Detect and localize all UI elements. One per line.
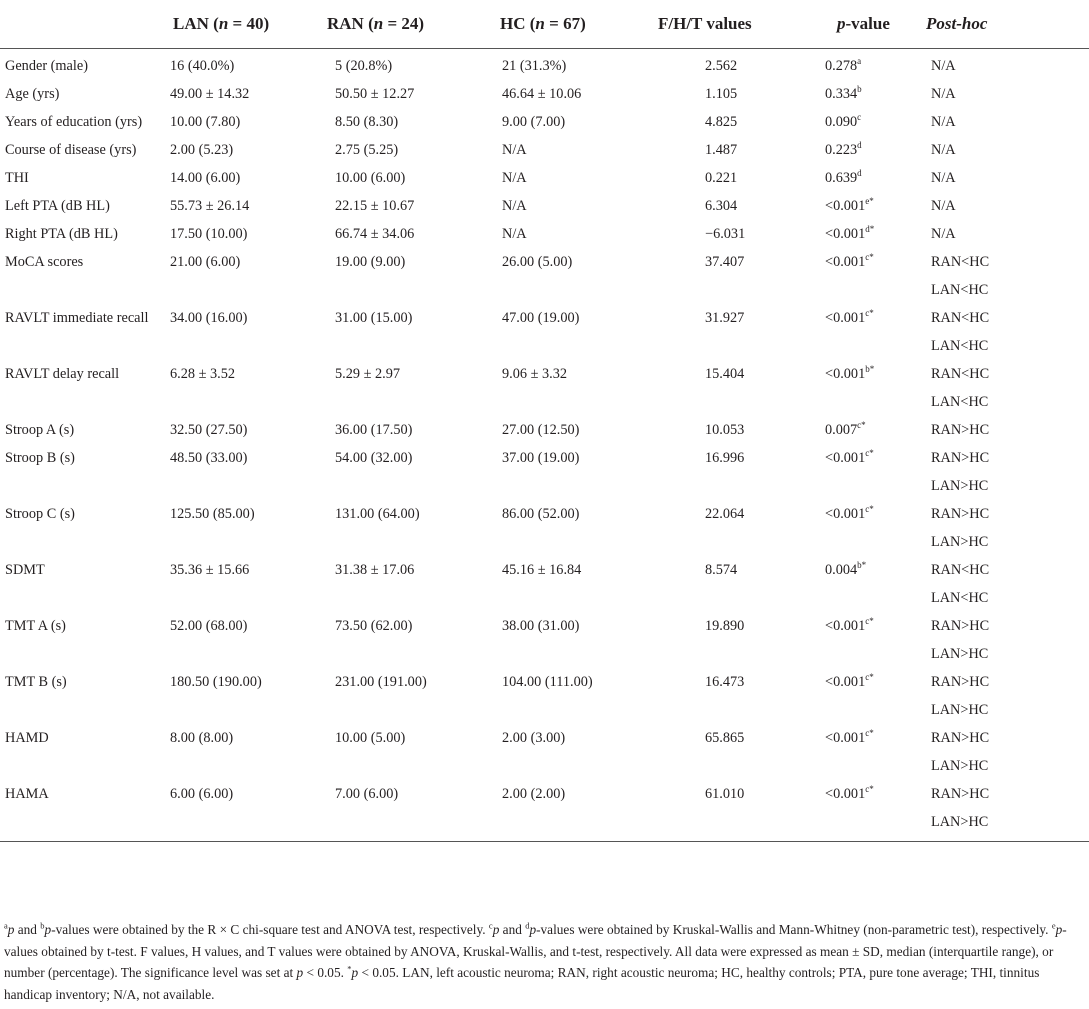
- p-value-text: 0.007: [825, 422, 858, 438]
- p-value-text: <0.001: [825, 450, 866, 466]
- p-value-superscript: c*: [865, 504, 874, 515]
- cell-lan: 49.00 ± 14.32: [170, 86, 250, 102]
- cell-stat: 16.473: [705, 674, 745, 690]
- cell-ran: 5 (20.8%): [335, 58, 393, 74]
- cell-stat: 4.825: [705, 114, 738, 130]
- cell-ran: 19.00 (9.00): [335, 254, 406, 270]
- post-hoc-line: N/A: [931, 142, 956, 158]
- cell-p-value: [780, 220, 916, 248]
- post-hoc-line: N/A: [931, 226, 956, 242]
- cell-ran: 31.38 ± 17.06: [335, 562, 415, 578]
- cell-lan: 6.28 ± 3.52: [170, 366, 236, 382]
- p-value-text: <0.001: [825, 674, 866, 690]
- row-label: Gender (male): [5, 58, 88, 74]
- cell-p-value: [780, 500, 916, 556]
- cell-p-value: [780, 136, 916, 164]
- post-hoc-line: RAN<HC: [931, 310, 990, 326]
- cell-p-value: [780, 49, 916, 81]
- cell-hc: 37.00 (19.00): [502, 450, 580, 466]
- cell-p-value: [780, 304, 916, 360]
- table-row: [0, 360, 1089, 416]
- cell-post-hoc: [916, 80, 1089, 108]
- cell-p-value: [780, 192, 916, 220]
- p-value-superscript: d*: [865, 224, 875, 235]
- post-hoc-line: RAN>HC: [931, 618, 990, 634]
- post-hoc-line: RAN>HC: [931, 674, 990, 690]
- cell-lan: 52.00 (68.00): [170, 618, 248, 634]
- cell-hc: 9.00 (7.00): [502, 114, 566, 130]
- p-value-text: 0.223: [825, 142, 858, 158]
- table-row: [0, 780, 1089, 842]
- cell-post-hoc: [916, 500, 1089, 556]
- cell-hc: 2.00 (2.00): [490, 780, 655, 842]
- post-hoc-line: RAN<HC: [931, 366, 990, 382]
- post-hoc-line: LAN<HC: [931, 338, 989, 354]
- cell-p-value: [780, 164, 916, 192]
- cell-p-value: [780, 80, 916, 108]
- row-label: Stroop C (s): [5, 506, 75, 522]
- p-value-text: <0.001: [825, 618, 866, 634]
- cell-stat: 1.105: [705, 86, 738, 102]
- p-value-text: <0.001: [825, 786, 866, 802]
- table-row: [0, 416, 1089, 444]
- table-header: [0, 0, 1089, 49]
- cell-lan: 6.00 (6.00): [160, 780, 325, 842]
- post-hoc-line: LAN>HC: [931, 646, 989, 662]
- cell-lan: 16 (40.0%): [170, 58, 235, 74]
- p-value-superscript: e*: [865, 196, 874, 207]
- table-row: [0, 164, 1089, 192]
- p-value-text: 0.090: [825, 114, 858, 130]
- p-value-superscript: d: [857, 140, 862, 151]
- post-hoc-line: RAN<HC: [931, 562, 990, 578]
- post-hoc-line: RAN>HC: [931, 422, 990, 438]
- cell-stat: 19.890: [705, 618, 745, 634]
- cell-stat: 1.487: [705, 142, 738, 158]
- cell-hc: N/A: [502, 142, 527, 158]
- table-row: [0, 668, 1089, 724]
- cell-lan: 21.00 (6.00): [170, 254, 241, 270]
- cell-stat: 8.574: [705, 562, 738, 578]
- table-row: [0, 108, 1089, 136]
- p-value-superscript: c*: [865, 784, 874, 795]
- cell-ran: 7.00 (6.00): [325, 780, 490, 842]
- cell-lan: 32.50 (27.50): [170, 422, 248, 438]
- header-row: [0, 0, 1089, 49]
- p-value-text: <0.001: [825, 198, 866, 214]
- table-row: [0, 304, 1089, 360]
- cell-hc: 47.00 (19.00): [502, 310, 580, 326]
- cell-lan: 48.50 (33.00): [170, 450, 248, 466]
- cell-post-hoc: [916, 416, 1089, 444]
- header-hc: HC (n = 67): [490, 0, 655, 49]
- cell-post-hoc: [916, 556, 1089, 612]
- cell-ran: 54.00 (32.00): [335, 450, 413, 466]
- cell-post-hoc: [916, 220, 1089, 248]
- cell-stat: 0.221: [705, 170, 738, 186]
- cell-hc: N/A: [502, 198, 527, 214]
- post-hoc-line: LAN<HC: [931, 282, 989, 298]
- row-label: TMT B (s): [5, 674, 67, 690]
- header-ran: RAN (n = 24): [325, 0, 490, 49]
- cell-hc: 86.00 (52.00): [502, 506, 580, 522]
- post-hoc-line: LAN>HC: [931, 702, 989, 718]
- post-hoc-line: LAN<HC: [931, 590, 989, 606]
- cell-stat: 61.010: [655, 780, 780, 842]
- p-value-text: <0.001: [825, 254, 866, 270]
- post-hoc-line: N/A: [931, 198, 956, 214]
- cell-hc: 104.00 (111.00): [502, 674, 593, 690]
- post-hoc-line: LAN>HC: [931, 758, 989, 774]
- post-hoc-line: RAN<HC: [931, 254, 990, 270]
- table-footnote: $^a$p and $^b$p-values were obtained by the R × C chi-square test and ANOVA test, respectively. $^c$p and $^d$p-values were obtained by Kruskal-Wallis and Mann-Whitney (non-parametric test), respectively. $^e$p-values obtained by t-test. F values, H values, and T values were obtained by ANOVA, Kruskal-Wallis, and t-test, respectively. All data were expressed as mean ± SD, median (interquartile range), or number (percentage). The significance level was set at p < 0.05. *p < 0.05. LAN, left acoustic neuroma; RAN, right acoustic neuroma; HC, healthy controls; PTA, pure tone average; THI, tinnitus handicap inventory; N/A, not available.: [4, 920, 1067, 1002]
- post-hoc-line: LAN>HC: [931, 534, 989, 550]
- table-row: [0, 136, 1089, 164]
- table-row: [0, 444, 1089, 500]
- p-value-superscript: b*: [857, 560, 867, 571]
- cell-lan: 34.00 (16.00): [170, 310, 248, 326]
- post-hoc-line: RAN>HC: [931, 506, 990, 522]
- p-value-superscript: c*: [865, 252, 874, 263]
- table-row: [0, 500, 1089, 556]
- header-variable: [0, 0, 160, 49]
- p-value-superscript: d: [857, 168, 862, 179]
- cell-p-value: [780, 360, 916, 416]
- cell-post-hoc: [916, 248, 1089, 304]
- cell-stat: 22.064: [705, 506, 745, 522]
- cell-stat: 6.304: [705, 198, 738, 214]
- p-value-text: <0.001: [825, 506, 866, 522]
- cell-ran: 5.29 ± 2.97: [335, 366, 401, 382]
- cell-lan: 35.36 ± 15.66: [170, 562, 250, 578]
- p-value-text: <0.001: [825, 730, 866, 746]
- p-value-text: <0.001: [825, 226, 866, 242]
- p-value-superscript: a: [857, 56, 862, 67]
- cell-post-hoc: [916, 724, 1089, 780]
- cell-lan: 180.50 (190.00): [170, 674, 262, 690]
- p-value-text: 0.334: [825, 86, 858, 102]
- post-hoc-line: LAN>HC: [931, 814, 989, 830]
- cell-post-hoc: [916, 136, 1089, 164]
- row-label: Left PTA (dB HL): [5, 198, 110, 214]
- row-label: HAMD: [5, 730, 49, 746]
- cell-stat: 65.865: [705, 730, 745, 746]
- header-p-value: p-value: [780, 0, 916, 49]
- cell-hc: N/A: [502, 226, 527, 242]
- p-value-text: 0.278: [825, 58, 858, 74]
- cell-lan: 55.73 ± 26.14: [170, 198, 250, 214]
- cell-ran: 131.00 (64.00): [335, 506, 420, 522]
- row-label: Age (yrs): [5, 86, 60, 102]
- cell-lan: 8.00 (8.00): [170, 730, 234, 746]
- p-value-superscript: c*: [865, 728, 874, 739]
- post-hoc-line: LAN>HC: [931, 478, 989, 494]
- table-row: [0, 248, 1089, 304]
- cell-stat: 31.927: [705, 310, 745, 326]
- cell-ran: 10.00 (5.00): [335, 730, 406, 746]
- table-row: [0, 80, 1089, 108]
- cell-stat: 2.562: [705, 58, 738, 74]
- post-hoc-line: LAN<HC: [931, 394, 989, 410]
- cell-hc: 2.00 (3.00): [502, 730, 566, 746]
- cell-p-value: [780, 724, 916, 780]
- cell-hc: 45.16 ± 16.84: [502, 562, 582, 578]
- p-value-superscript: c*: [865, 672, 874, 683]
- post-hoc-line: RAN>HC: [931, 730, 990, 746]
- p-value-text: 0.004: [825, 562, 858, 578]
- cell-lan: 10.00 (7.80): [170, 114, 241, 130]
- table-row: [0, 612, 1089, 668]
- cell-lan: 17.50 (10.00): [170, 226, 248, 242]
- cell-ran: 36.00 (17.50): [335, 422, 413, 438]
- p-value-text: 0.639: [825, 170, 858, 186]
- table-body: [0, 49, 1089, 842]
- cell-post-hoc: [916, 49, 1089, 81]
- cell-post-hoc: [916, 612, 1089, 668]
- cell-ran: 8.50 (8.30): [335, 114, 399, 130]
- cell-stat: 15.404: [705, 366, 745, 382]
- cell-hc: 46.64 ± 10.06: [502, 86, 582, 102]
- post-hoc-line: N/A: [931, 114, 956, 130]
- cell-stat: 16.996: [705, 450, 745, 466]
- cell-p-value: [780, 612, 916, 668]
- p-value-superscript: c*: [865, 616, 874, 627]
- post-hoc-line: N/A: [931, 86, 956, 102]
- row-label: HAMA: [0, 780, 160, 842]
- cell-lan: 125.50 (85.00): [170, 506, 255, 522]
- cell-post-hoc: [916, 108, 1089, 136]
- post-hoc-line: N/A: [931, 170, 956, 186]
- row-label: Course of disease (yrs): [5, 142, 137, 158]
- cell-post-hoc: [916, 668, 1089, 724]
- post-hoc-line: RAN>HC: [931, 786, 990, 802]
- p-value-superscript: b: [857, 84, 862, 95]
- row-label: Stroop B (s): [5, 450, 75, 466]
- row-label: SDMT: [5, 562, 45, 578]
- cell-post-hoc: [916, 780, 1089, 842]
- cell-ran: 231.00 (191.00): [335, 674, 427, 690]
- cell-stat: 37.407: [705, 254, 745, 270]
- cell-ran: 31.00 (15.00): [335, 310, 413, 326]
- header-post-hoc: Post-hoc: [916, 0, 1089, 49]
- p-value-text: <0.001: [825, 366, 866, 382]
- cell-stat: 10.053: [705, 422, 745, 438]
- cell-p-value: [780, 780, 916, 842]
- row-label: TMT A (s): [5, 618, 66, 634]
- row-label: Years of education (yrs): [5, 114, 143, 130]
- cell-hc: 21 (31.3%): [502, 58, 567, 74]
- table-row: [0, 556, 1089, 612]
- post-hoc-line: RAN>HC: [931, 450, 990, 466]
- cell-lan: 2.00 (5.23): [170, 142, 234, 158]
- cell-post-hoc: [916, 444, 1089, 500]
- p-value-superscript: c: [857, 112, 862, 123]
- cell-p-value: [780, 668, 916, 724]
- row-label: MoCA scores: [5, 254, 84, 270]
- row-label: RAVLT immediate recall: [5, 310, 149, 326]
- cell-hc: 38.00 (31.00): [502, 618, 580, 634]
- cell-hc: 27.00 (12.50): [502, 422, 580, 438]
- cell-p-value: [780, 108, 916, 136]
- row-label: THI: [5, 170, 29, 186]
- cell-ran: 50.50 ± 12.27: [335, 86, 415, 102]
- header-lan: LAN (n = 40): [160, 0, 325, 49]
- p-value-superscript: b*: [865, 364, 875, 375]
- table-row: [0, 49, 1089, 81]
- post-hoc-line: N/A: [931, 58, 956, 74]
- cell-p-value: [780, 444, 916, 500]
- cell-p-value: [780, 416, 916, 444]
- cell-stat: −6.031: [705, 226, 746, 242]
- cell-post-hoc: [916, 164, 1089, 192]
- p-value-text: <0.001: [825, 310, 866, 326]
- p-value-superscript: c*: [865, 308, 874, 319]
- cell-hc: N/A: [502, 170, 527, 186]
- cell-p-value: [780, 248, 916, 304]
- cell-p-value: [780, 556, 916, 612]
- p-value-superscript: c*: [865, 448, 874, 459]
- cell-post-hoc: [916, 192, 1089, 220]
- cell-hc: 26.00 (5.00): [502, 254, 573, 270]
- header-stat: F/H/T values: [655, 0, 780, 49]
- cell-ran: 73.50 (62.00): [335, 618, 413, 634]
- cell-ran: 2.75 (5.25): [335, 142, 399, 158]
- row-label: Stroop A (s): [5, 422, 75, 438]
- cell-ran: 22.15 ± 10.67: [335, 198, 415, 214]
- table-row: [0, 220, 1089, 248]
- cell-post-hoc: [916, 304, 1089, 360]
- table-row: [0, 192, 1089, 220]
- cell-lan: 14.00 (6.00): [170, 170, 241, 186]
- table-row: [0, 724, 1089, 780]
- cell-post-hoc: [916, 360, 1089, 416]
- cell-hc: 9.06 ± 3.32: [502, 366, 568, 382]
- cell-ran: 10.00 (6.00): [335, 170, 406, 186]
- cell-ran: 66.74 ± 34.06: [335, 226, 415, 242]
- row-label: RAVLT delay recall: [5, 366, 120, 382]
- row-label: Right PTA (dB HL): [5, 226, 118, 242]
- p-value-superscript: c*: [857, 420, 866, 431]
